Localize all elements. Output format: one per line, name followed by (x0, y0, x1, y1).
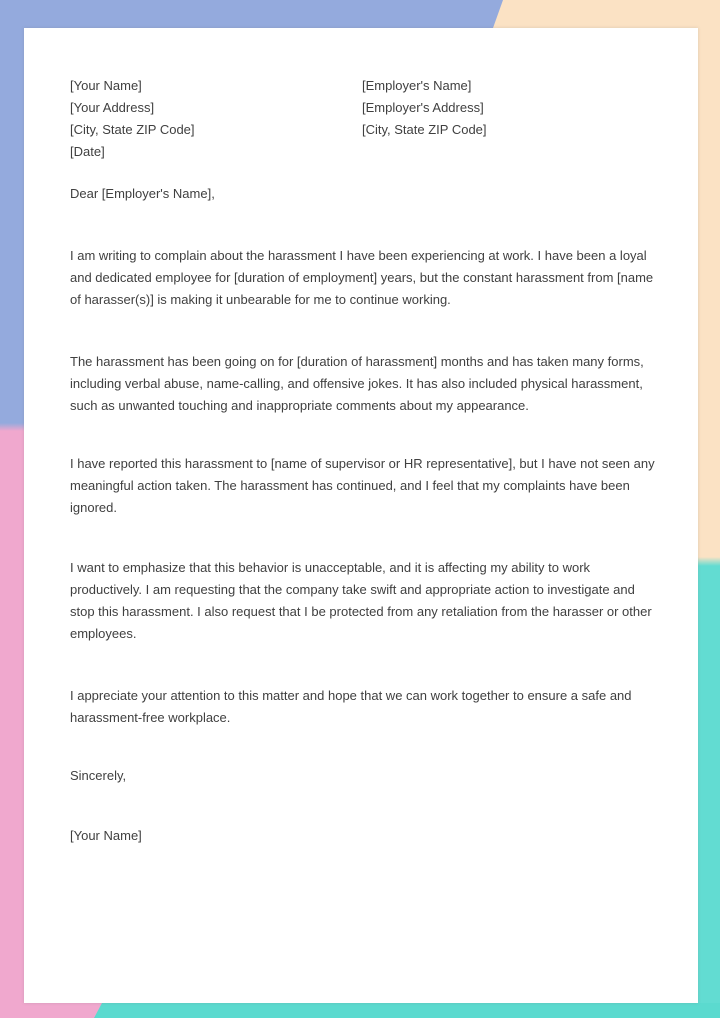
sender-name-line: [Your Name] (70, 78, 142, 93)
border-top-blue-segment (0, 0, 720, 28)
body-paragraph-4: I want to emphasize that this behavior is unacceptable, and it is affecting my ability to work productively. I am requesting that the company take swift and appropriate action to investigate and stop this harassment. I also request that I be protected from any retaliation from the harasser or other employees. (70, 560, 652, 641)
sender-address-line: [Your Address] (70, 100, 155, 115)
body-paragraph-1: I am writing to complain about the harassment I have been experiencing at work. I have been a loyal and dedicated employee for [duration of employment] years, but the constant harassment from [name of harasser(s)] is making it unbearable for me to continue working. (70, 248, 654, 307)
recipient-address-line: [Employer's Address] (362, 100, 484, 115)
border-left-band (0, 0, 24, 1018)
body-paragraph-2: The harassment has been going on for [duration of harassment] months and has taken many forms, including verbal abuse, name-calling, and offensive jokes. It has also included physical harassment, such as unwanted touching and inappropriate comments about my appearance. (70, 354, 644, 413)
letter-paper (24, 28, 698, 1003)
sender-address-block (70, 75, 362, 163)
body-paragraph-5: I appreciate your attention to this matter and hope that we can work together to ensure a safe and harassment-free workplace. (70, 688, 632, 725)
border-right-band (698, 0, 720, 1018)
letter-content (70, 75, 660, 847)
address-header (70, 75, 660, 163)
date-line: [Date] (70, 144, 105, 159)
signature-name: [Your Name] (70, 828, 142, 843)
salutation: Dear [Employer's Name], (70, 186, 215, 201)
border-bottom-teal-segment (0, 1003, 720, 1018)
body-paragraph-3: I have reported this harassment to [name of supervisor or HR representative], but I have not seen any meaningful action taken. The harassment has continued, and I feel that my complaints have been ignored. (70, 456, 655, 515)
recipient-city-line: [City, State ZIP Code] (362, 122, 487, 137)
border-top-band (0, 0, 720, 28)
recipient-address-block (362, 75, 652, 163)
closing: Sincerely, (70, 768, 127, 783)
border-bottom-band (0, 1003, 720, 1018)
sender-city-line: [City, State ZIP Code] (70, 122, 195, 137)
recipient-name-line: [Employer's Name] (362, 78, 472, 93)
